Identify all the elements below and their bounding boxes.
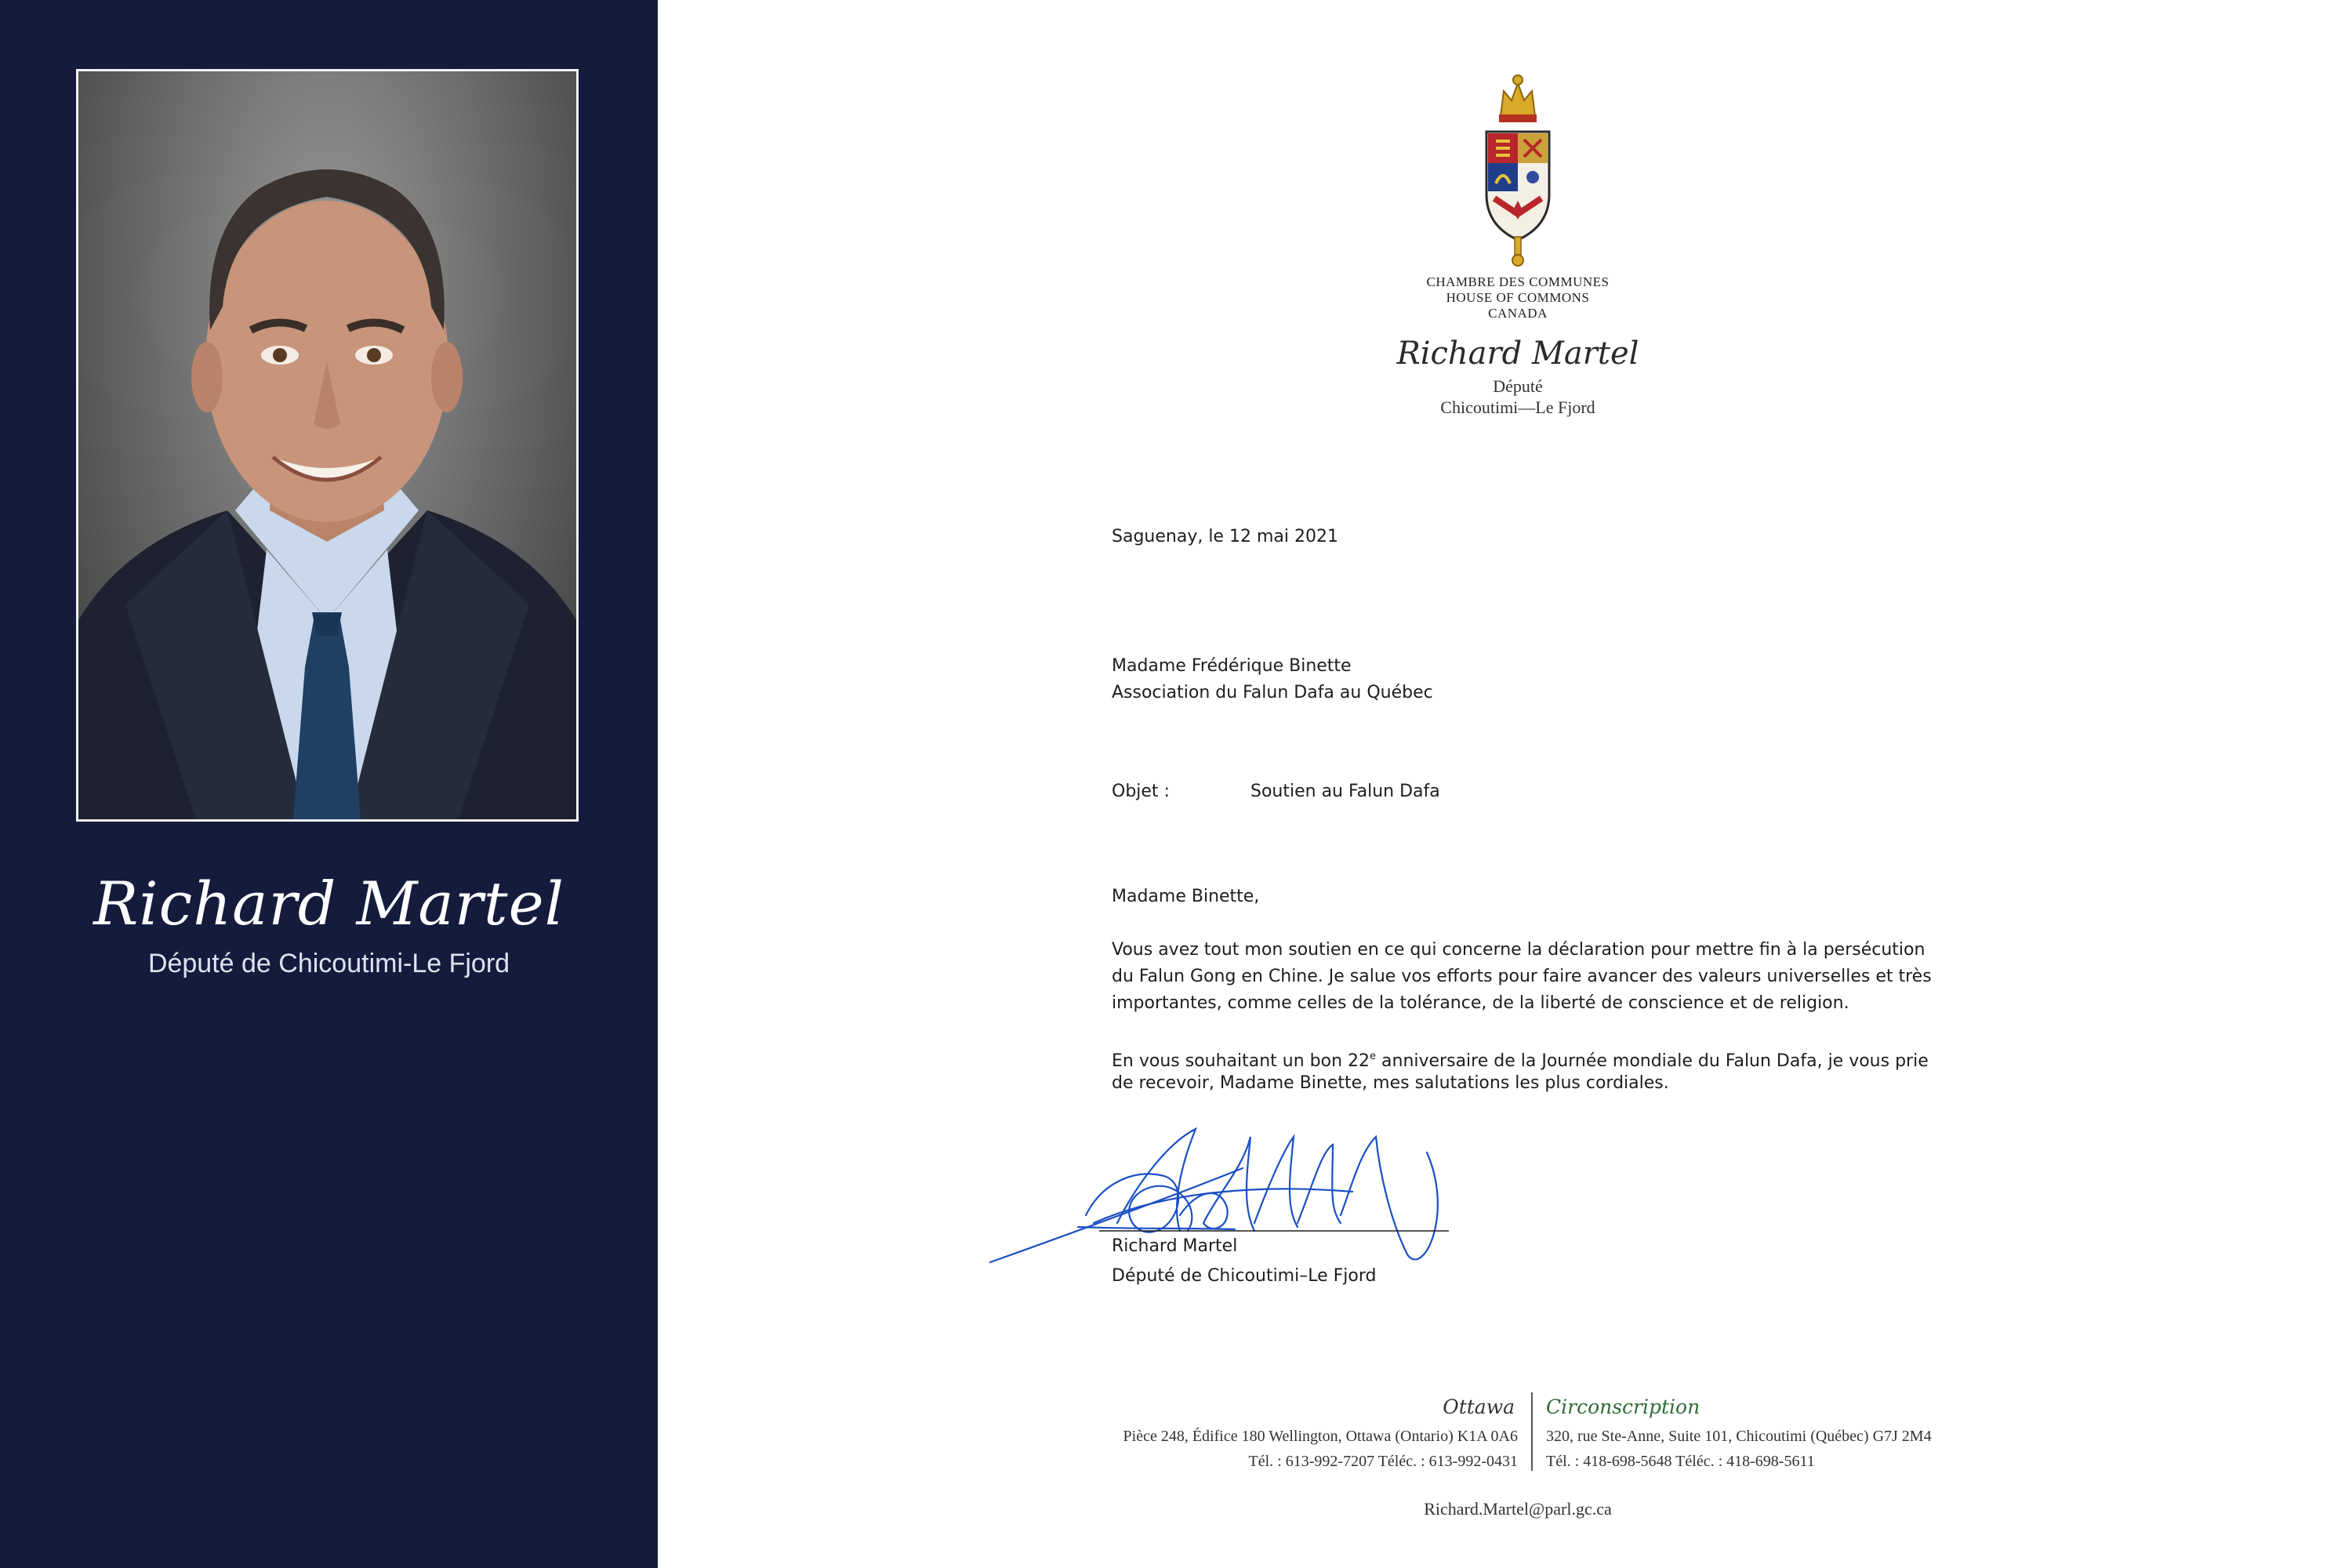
footer-ottawa-phone: Tél. : 613-992-7207 Téléc. : 613-992-0431 [1248,1453,1518,1470]
body-line: de recevoir, Madame Binette, mes salutations les plus cordiales. [1112,1073,1669,1093]
recipient-org: Association du Falun Dafa au Québec [1112,683,1433,702]
footer-divider [1531,1392,1533,1471]
subject-label: Objet : [1112,782,1170,801]
footer-riding-phone: Tél. : 418-698-5648 Téléc. : 418-698-5611 [1546,1453,1815,1470]
body-paragraph-1 [1112,937,1932,1017]
letterhead-riding: Chicoutimi—Le Fjord [1440,397,1595,417]
portrait-photo [76,69,579,822]
profile-subtitle: Député de Chicoutimi-Le Fjord [147,949,510,978]
profile-name: Richard Martel [93,869,564,938]
footer-riding-address: 320, rue Ste-Anne, Suite 101, Chicoutimi (Québec) G7J 2M4 [1546,1428,1932,1445]
portrait-illustration [78,71,576,819]
letterhead-org-fr: CHAMBRE DES COMMUNES [1426,274,1610,289]
letterhead-mp-name: Richard Martel [1396,336,1639,372]
body-line [1112,1044,1929,1070]
house-of-commons-crest-icon [1479,69,1557,269]
body-paragraph-2 [1112,1044,1929,1097]
recipient-name: Madame Frédérique Binette [1112,656,1352,676]
body-line: du Falun Gong en Chine. Je salue vos efforts pour faire avancer des valeurs universelles et très [1112,967,1932,986]
letter-date: Saguenay, le 12 mai 2021 [1112,527,1338,546]
footer-email: Richard.Martel@parl.gc.ca [1424,1499,1612,1519]
subject-text: Soutien au Falun Dafa [1250,782,1440,801]
profile-panel [0,0,658,1568]
body-text: En vous souhaitant un bon 22 [1112,1051,1370,1071]
salutation: Madame Binette, [1112,887,1260,906]
body-text: anniversaire de la Journée mondiale du Falun Dafa, je vous prie [1376,1051,1929,1071]
ordinal-superscript: e [1370,1051,1377,1062]
signatory-title: Député de Chicoutimi–Le Fjord [1112,1266,1377,1286]
letterhead-country: CANADA [1488,306,1548,321]
body-line: Vous avez tout mon soutien en ce qui concerne la déclaration pour mettre fin à la persécution [1112,940,1926,960]
body-line: importantes, comme celles de la tolérance, de la liberté de conscience et de religion. [1112,993,1849,1013]
footer-ottawa-label: Ottawa [1443,1396,1515,1418]
letterhead-mp-title: Député [1493,376,1543,396]
footer-riding-label: Circonscription [1546,1396,1700,1418]
signatory-name: Richard Martel [1112,1236,1238,1256]
letterhead-org-en: HOUSE OF COMMONS [1446,290,1590,305]
footer-ottawa-address: Pièce 248, Édifice 180 Wellington, Ottawa (Ontario) K1A 0A6 [1123,1428,1518,1445]
